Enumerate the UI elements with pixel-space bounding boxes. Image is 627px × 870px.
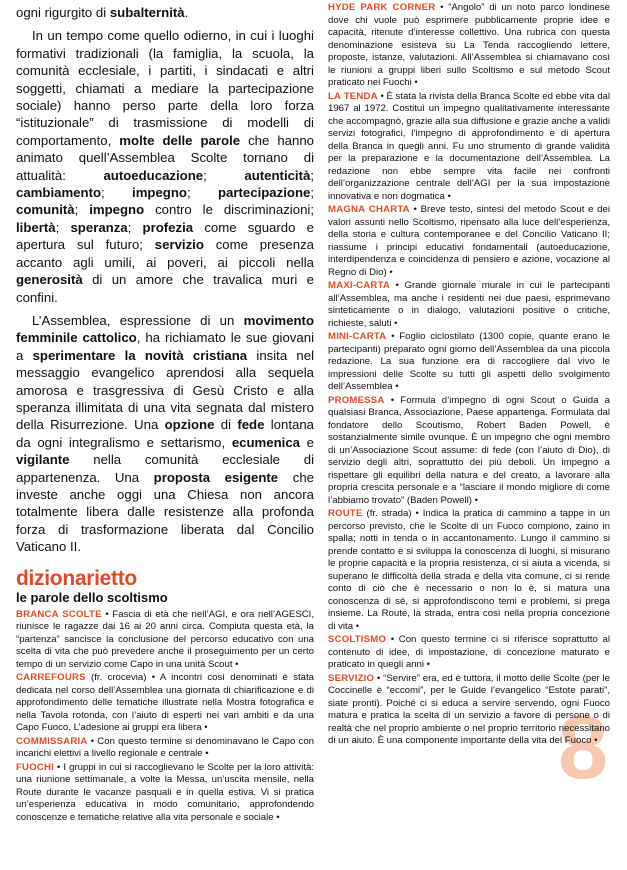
essay-paragraph: In un tempo come quello odierno, in cui i luoghi formativi tradizionali (la famiglia, la scuola, la comunità ecclesiale, i partiti, i sindacati e altri soggetti, chiamati a mediare la partecipazione sociale) hanno perso parte della loro forza “istituzionale” di trasmissione di modelli di comportamento, molte delle parole che hanno animato quell’Assemblea Scolte tornano di attualità: autoeducazione; autenticità; cambiamento; impegno; partecipazione; comunità; impegno contro le discriminazioni; libertà; speranza; profezia come sguardo e apertura sul futuro; servizio come presenza accanto agli umili, ai poveri, ai piccoli nella generosità di un amore che travalica muri e confini.: [16, 28, 315, 305]
entry-text: • Formula d’impegno di ogni Scout o Guida a qualsiasi Branca, Associazione, Paese appartenga. Formulata dal fondatore dello Scoutismo, Robert Baden Powell, è sostanzialmente simile ovunque. È un impegno che ogni membro di un’Associazione Scout assume: di fede (con l’aiuto di Dio), di servizio degli altri, soprattutto dei più deboli. Un impegno a rispettare gli equilibri della natura e del creato, a lavorare alla propria crescita personale e a “lasciare il mondo migliore di come l’abbiamo trovato” (Baden Powell) •: [328, 394, 610, 506]
entry-term: LA TENDA: [328, 90, 378, 102]
entry-term: COMMISSARIA: [16, 735, 88, 747]
entry-term: MAXI-CARTA: [328, 280, 391, 291]
entry-term: MINI-CARTA: [328, 331, 387, 342]
entry-term: ROUTE: [328, 508, 363, 519]
dictionary-entry: [328, 331, 610, 394]
entry-term: CARREFOURS: [16, 672, 86, 684]
page-number-deco: 8: [558, 698, 609, 798]
dictionary-entry: [16, 672, 314, 735]
entry-term: SERVIZIO: [328, 672, 375, 684]
entry-text: • È stata la rivista della Branca Scolte ed ebbe vita dal 1967 al 1972. Costituì un impegno qualitativamente interessante che accompagnò, grazie alla sua diffusione e grazie anche a validi servizi fotografici, l’impegno di approfondimento e di apertura della Branca in quegli anni. Fu uno strumento di grande validità per la preparazione e la documentazione dell’Assemblea. La redazione non ebbe sempre vita facile nei confronti dell’organizzazione centrale dell’AGI per la sua impostazione innovativa e non dogmatica •: [328, 90, 611, 202]
section-header: [16, 568, 314, 605]
dictionary-entry: [16, 609, 314, 672]
entry-text: • I gruppi in cui si raccoglievano le Scolte per la loro attività: una riunione settimanale, a volte la Messa, un’uscita mensile, nella Route durante le vacanze pasquali e in quella estiva. Vi si pratica un’esperienza educativa in modo comunitario, approfondendo conoscenze e tematiche relative alla vita personale e sociale •: [16, 761, 314, 823]
right-column: [328, 2, 610, 749]
entry-text: • Grande giornale murale in cui le partecipanti all’Assemblea, ma anche i residenti nei due paesi, esprimevano sinteticamente o in dialogo, valutazioni positive o critiche, richieste, saluti •: [328, 280, 610, 329]
dictionary-entries-left: [16, 609, 314, 825]
entry-term: BRANCA SCOLTE: [16, 608, 102, 620]
section-subtitle: le parole dello scoltismo: [16, 589, 168, 605]
dictionary-entry: [328, 634, 610, 672]
left-column: [16, 4, 314, 825]
essay-paragraph: ogni rigurgito di subalternità.: [16, 5, 189, 20]
dictionary-entry: [328, 280, 610, 330]
essay: [16, 4, 314, 556]
section-title: dizionarietto: [16, 566, 137, 590]
dictionary-entry: [328, 395, 610, 508]
dictionary-entry: [328, 2, 610, 90]
entry-term: FUOCHI: [16, 761, 54, 773]
dictionary-entry: [16, 762, 314, 825]
entry-term: SCOLTISMO: [328, 634, 387, 645]
entry-text: • “Angolo” di un noto parco londinese dove chi vuole può esprimere pubblicamente proprie idee e capacità, ritenute d’interesse collettivo. Una rubrica con questa denominazione esisteva su La Tenda raccogliendo lettere, proposte, istanze, valutazioni. All’Assemblea si chiamavano così le riunioni a gruppi liberi sullo Scoltismo e sul metodo Scout praticato nei Fuochi •: [328, 2, 610, 88]
entry-text: • “Servire” era, ed è tuttora, il motto delle Scolte (per le Coccinelle è “eccomi”, per le Guide l’evangelico “Estote parati”, siate pronti). Poiché ci si educa a servire servendo, ogni Fuoco matura e pratica la scelta di un servizio a favore di persone o di realtà che nel proprio ambiente o nel proprio territorio necessitano di un aiuto. È una componente importante della vita del Fuoco •: [328, 672, 610, 746]
entry-text: • Con questo termine si denominavano le Capo con incarichi elettivi a livello regionale e centrale •: [16, 735, 314, 760]
entry-text: • Breve testo, sintesi del metodo Scout e dei valori assunti nello Scoltismo, ripensato alla luce dell’esperienza, della storia e cultura contemporanee e del Concilio Vaticano II; riassume i principi educativi fondamentali (autoeducazione, interdipendenza e coincidenza di pensiero e azione, vocazione al Regno di Dio) •: [328, 204, 610, 278]
dictionary-entry: [328, 91, 610, 204]
entry-text: • Fascia di età che nell’AGI, e ora nell’AGESCI, riunisce le ragazze dai 16 ai 20 anni circa. Compiuta questa età, la “partenza” sancisce la conclusione del percorso educativo con una scelta di vita che può prevedere anche il proseguimento per un certo tempo di un servizio come Capo in una unità Scout •: [16, 608, 314, 670]
dictionary-entry: [328, 673, 610, 748]
entry-term: PROMESSA: [328, 394, 385, 406]
essay-paragraph: L’Assemblea, espressione di un movimento femminile cattolico, ha richiamato le sue giovani a sperimentare la novità cristiana insita nel messaggio evangelico aprendosi alla sequela amorosa e trasgressiva di Gesù Cristo e alla speranza illimitata di una vita segnata dal mistero della Risurrezione. Una opzione di fede lontana da ogni integralismo e settarismo, ecumenica e vigilante nella comunità ecclesiale di appartenenza. Una proposta esigente che investe anche oggi una Chiesa non ancora totalmente libera dalle resistenze alla profonda forza di trasformazione liberata dal Concilio Vaticano II.: [16, 312, 315, 555]
dictionary-entry: [328, 204, 610, 279]
entry-text: • Foglio ciclostilato (1300 copie, quante erano le partecipanti) preparato ogni giorno dell’Assemblea da una piccola redazione. La sua funzione era di raccogliere dal vivo le impressioni delle Scolte su tutti gli aspetti dello svolgimento dell’Assemblea •: [328, 331, 610, 392]
entry-term: HYDE PARK CORNER: [328, 2, 436, 13]
entry-term: MAGNA CHARTA: [328, 204, 410, 215]
dictionary-entry: [16, 736, 314, 761]
dictionary-entry: [328, 508, 610, 633]
dictionary-entries-right: [328, 2, 610, 748]
entry-text: • Con questo termine ci si riferisce soprattutto al contenuto di idee, di impostazione, di concezione maturato e praticato in quegli anni •: [328, 634, 610, 670]
entry-text: (fr. crocevia) • A incontri così denominati è stata dedicata nel corso dell’Assemblea una giornata di chiarificazione e di approfondimento delle tematiche illustrate nella Mostra fotografica e nella Tavola rotonda, con l’aiuto di esperti nei vari ambiti e da una Capo Fuoco. L’adesione ai gruppi era libera •: [16, 672, 314, 734]
entry-text: (fr. strada) • Indica la pratica di cammino a tappe in un percorso previsto, che le Scolte di un Fuoco compiono, zaino in spalla; notti in tenda o in accantonamento. Lungo il cammino si prende contatto e si sviluppa la conoscenza di luoghi, si misurano le proprie capacità e la propria resistenza, ci si aiuta a vicenda, si superano le difficoltà della strada e della vita comune, ci si rende conto di ciò che è necessario o non lo è, si matura una conoscenza di sé, si approfondiscono temi e problemi, si prega insieme. La Route, la strada, entra così nella propria concezione di vita •: [328, 508, 610, 632]
